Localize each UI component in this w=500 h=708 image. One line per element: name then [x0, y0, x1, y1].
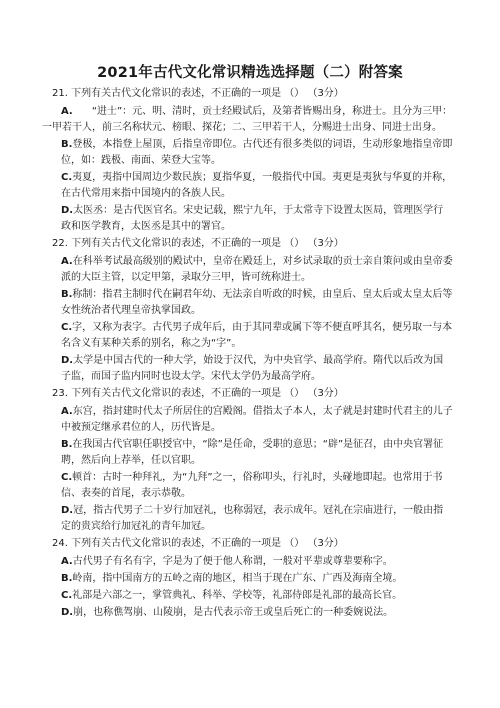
option-text: 礼部是六部之一，掌管典礼、科举、学校等，礼部侍郎是礼部的最高长官。	[72, 590, 403, 601]
option-label: C.	[61, 590, 73, 601]
option-label: C.	[61, 472, 73, 483]
option-text: 称制：指君主制时代在嗣君年幼、无法亲自听政的时候，由皇后、皇太后或太皇太后等女性统治者代理皇帝执掌国政。	[61, 289, 453, 316]
question-24-option-d	[61, 605, 453, 621]
question-21-option-c	[61, 170, 453, 202]
option-text: 古代男子有名有字，字是为了便于他人称谓，一般对平辈或尊辈要称字。	[72, 556, 393, 567]
question-23-option-b	[61, 437, 453, 469]
question-22-option-b	[61, 287, 453, 319]
option-label: B.	[61, 139, 73, 150]
option-label: B.	[61, 573, 73, 584]
option-label: D.	[61, 607, 74, 618]
option-label: D.	[61, 205, 74, 216]
option-label: A.	[61, 106, 73, 117]
question-23-stem: 23. 下列有关古代文化常识的表述，不正确的一项是 （） （3分）	[52, 388, 344, 399]
option-label: C.	[61, 322, 73, 333]
option-label: C.	[61, 172, 73, 183]
question-22-option-c	[61, 320, 453, 352]
option-text: 太医丞：是古代医官名。宋史记载，熙宁九年，于太常寺下设置太医局，管理医学行政和医学教育，太医丞是其中的署官。	[61, 205, 444, 232]
question-22-option-a	[61, 254, 453, 286]
question-22-option-d	[61, 353, 453, 385]
option-text: 字，又称为表字。古代男子成年后，由于其同辈或属下等不便直呼其名，便另取一与本名含义有某种关系的别名，称之为“字”。	[61, 322, 453, 349]
question-22-stem: 22. 下列有关古代文化常识的表述，不正确的一项是 （） （3分）	[52, 238, 344, 249]
option-text: 登极，本指登上屋顶，后指皇帝即位。古代还有很多类似的词语，生动形象地指皇帝即位，如：践极、南面、荣登大宝等。	[61, 139, 453, 166]
option-text: 太学是中国古代的一种大学，始设于汉代，为中央官学、最高学府。隋代以后改为国子监，而国子监内同时也设太学。宋代太学仍为最高学府。	[61, 355, 444, 382]
question-21-option-d	[61, 203, 453, 235]
question-21-option-a	[42, 104, 454, 136]
question-23-option-a	[61, 404, 453, 436]
question-21-stem: 21. 下列有关古代文化常识的表述，不正确的一项是 （） （3分）	[52, 88, 344, 99]
option-text: 夷夏，夷指中国周边少数民族；夏指华夏，一般指代中国。夷更是夷狄与华夏的并称，在古代常用来指中国境内的各族人民。	[61, 172, 453, 199]
option-text: 冠，指古代男子二十岁行加冠礼，也称弱冠，表示成年。冠礼在宗庙进行，一般由指定的贵宾给行加冠礼的青年加冠。	[61, 505, 444, 532]
option-label: A.	[61, 406, 73, 417]
question-24-option-b	[61, 571, 453, 587]
question-24-option-a	[61, 554, 453, 570]
option-text: “进士”：元、明、清时，贡士经殿试后，及第者皆赐出身，称进士。且分为三甲：一甲若干人，前三名称状元、榜眼、探花；二、三甲若干人，分赐进士出身、同进士出身。	[42, 106, 453, 133]
question-23-option-c	[61, 470, 453, 502]
option-text: 在我国古代官职任职授官中，“除”是任命，受职的意思；“辟”是征召，由中央官署征聘，然后向上荐举，任以官职。	[61, 439, 444, 466]
option-text: 在科举考试最高级别的殿试中，皇帝在殿廷上，对乡试录取的贡士亲自策问或由皇帝委派的大臣主管，以定甲第，录取分三甲，皆可统称进士。	[61, 256, 453, 283]
option-label: B.	[61, 289, 73, 300]
option-text: 东宫，指封建时代太子所居住的宫殿阁。借指太子本人，太子就是封建时代君主的儿子中被预定继承君位的人，历代皆是。	[61, 406, 453, 433]
option-text: 崩，也称僬驾崩、山陵崩，是古代表示帝王或皇后死亡的一种委婉说法。	[73, 607, 394, 618]
option-label: A.	[61, 256, 73, 267]
option-text: 顿首：古时一种拜礼，为“九拜”之一，俗称叩头，行礼时，头碰地即起。也常用于书信、表奏的首尾，表示恭敬。	[61, 472, 443, 499]
option-label: D.	[61, 505, 74, 516]
question-21-option-b	[61, 137, 453, 169]
option-label: A.	[61, 556, 73, 567]
option-label: D.	[61, 355, 74, 366]
document-title: 2021年古代文化常识精选选择题（二）附答案	[97, 65, 403, 81]
option-label: B.	[61, 439, 73, 450]
question-23-option-d	[61, 503, 453, 535]
question-24-option-c	[61, 588, 453, 604]
question-24-stem: 24. 下列有关古代文化常识的表述，不正确的一项是 （） （3分）	[52, 538, 344, 549]
option-text: 岭南，指中国南方的五岭之南的地区，相当于现在广东、广西及海南全境。	[72, 573, 403, 584]
